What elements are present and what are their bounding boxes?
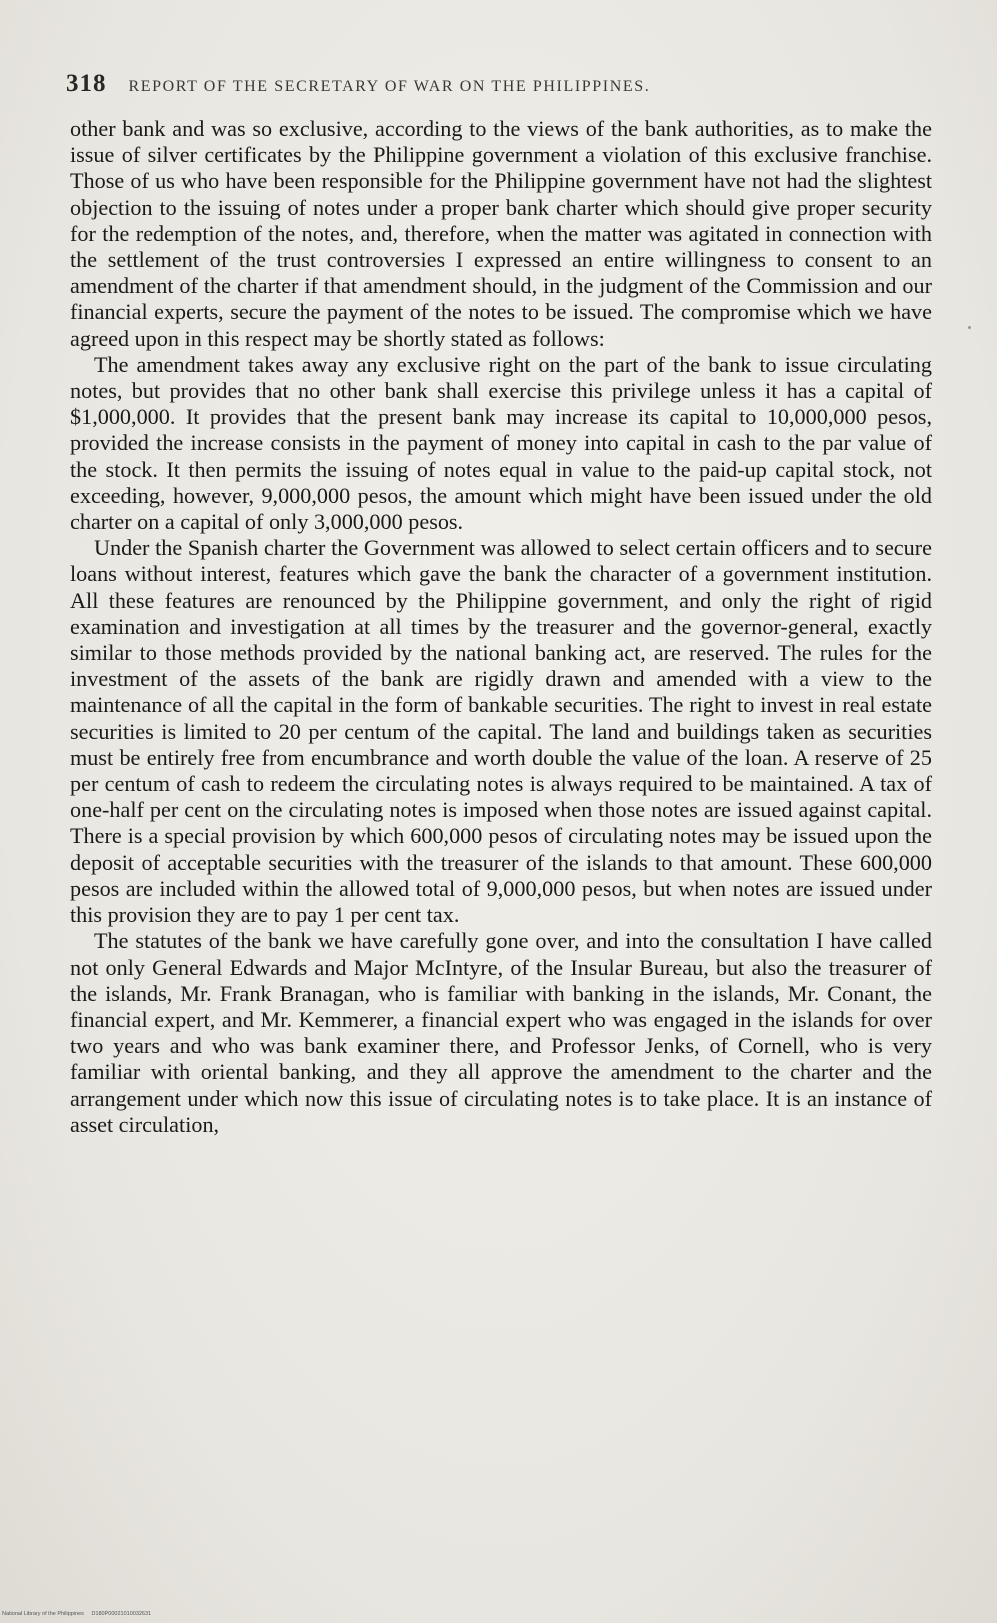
paragraph-spanish-charter: Under the Spanish charter the Government was allowed to select certain officers and to secure loans without interest, features which gave the bank the character of a government institution. All these features are renounced by the Philippine government, and only the right of rigid examination and investigation at all times by the treasurer and the governor-general, exactly similar to those methods provided by the national banking act, are reserved. The rules for the investment of the assets of the bank are rigidly drawn and amended with a view to the maintenance of all the capital in the form of bankable securities. The right to invest in real estate securities is limited to 20 per centum of the capital. The land and buildings taken as securities must be entirely free from encumbrance and worth double the value of the loan. A reserve of 25 per centum of cash to redeem the circulating notes is always required to be maintained. A tax of one-half per cent on the circulating notes is imposed when those notes are issued against capital. There is a special provision by which 600,000 pesos of circulating notes may be issued upon the deposit of acceptable securities with the treasurer of the islands to that amount. These 600,000 pesos are included within the allowed total of 9,000,000 pesos, but when notes are issued under this provision they are to pay 1 per cent tax. xyxy=(70,535,932,928)
page-header xyxy=(66,70,936,102)
scan-footer xyxy=(2,1611,157,1617)
paragraph-amendment: The amendment takes away any exclusive right on the part of the bank to issue circulating notes, but provides that no other bank shall exercise this privilege unless it has a capital of $1,000,000. It provides that the present bank may increase its capital to 10,000,000 pesos, provided the increase consists in the payment of money into capital in cash to the par value of the stock. It then permits the issuing of notes equal in value to the paid-up capital stock, not exceeding, however, 9,000,000 pesos, the amount which might have been issued under the old charter on a capital of only 3,000,000 pesos. xyxy=(70,351,932,535)
paragraph-statutes: The statutes of the bank we have carefully gone over, and into the consultation I have called not only General Edwards and Major McIntyre, of the Insular Bureau, but also the treasurer of the islands, Mr. Frank Branagan, who is familiar with banking in the islands, Mr. Conant, the financial expert, and Mr. Kemmerer, a financial expert who was engaged in the islands for over two years and who was bank examiner there, and Professor Jenks, of Cornell, who is very familiar with oriental banking, and they all approve the amendment to the charter and the arrangement under which now this issue of circulating notes is to take place. It is an instance of asset circulation, xyxy=(70,928,932,1137)
footer-identifier: D180P00021010032631 xyxy=(91,1611,152,1617)
body-text xyxy=(70,116,932,1138)
page-number: 318 xyxy=(66,70,107,97)
running-head: REPORT OF THE SECRETARY OF WAR ON THE PHILIPPINES. xyxy=(128,78,651,95)
paragraph-continuation: other bank and was so exclusive, according to the views of the bank authorities, as to make the issue of silver certificates by the Philippine government a violation of this exclusive franchise. Those of us who have been responsible for the Philippine government have not had the slightest objection to the issuing of notes under a proper bank charter which should give proper security for the redemption of the notes, and, therefore, when the matter was agitated in connection with the settlement of the trust controversies I expressed an entire willingness to consent to an amendment of the charter if that amendment should, in the judgment of the Commission and our financial experts, secure the payment of the notes to be issued. The compromise which we have agreed upon in this respect may be shortly stated as follows: xyxy=(70,116,932,351)
footer-library: National Library of the Philippines xyxy=(2,1611,84,1617)
scan-speck xyxy=(968,326,971,329)
